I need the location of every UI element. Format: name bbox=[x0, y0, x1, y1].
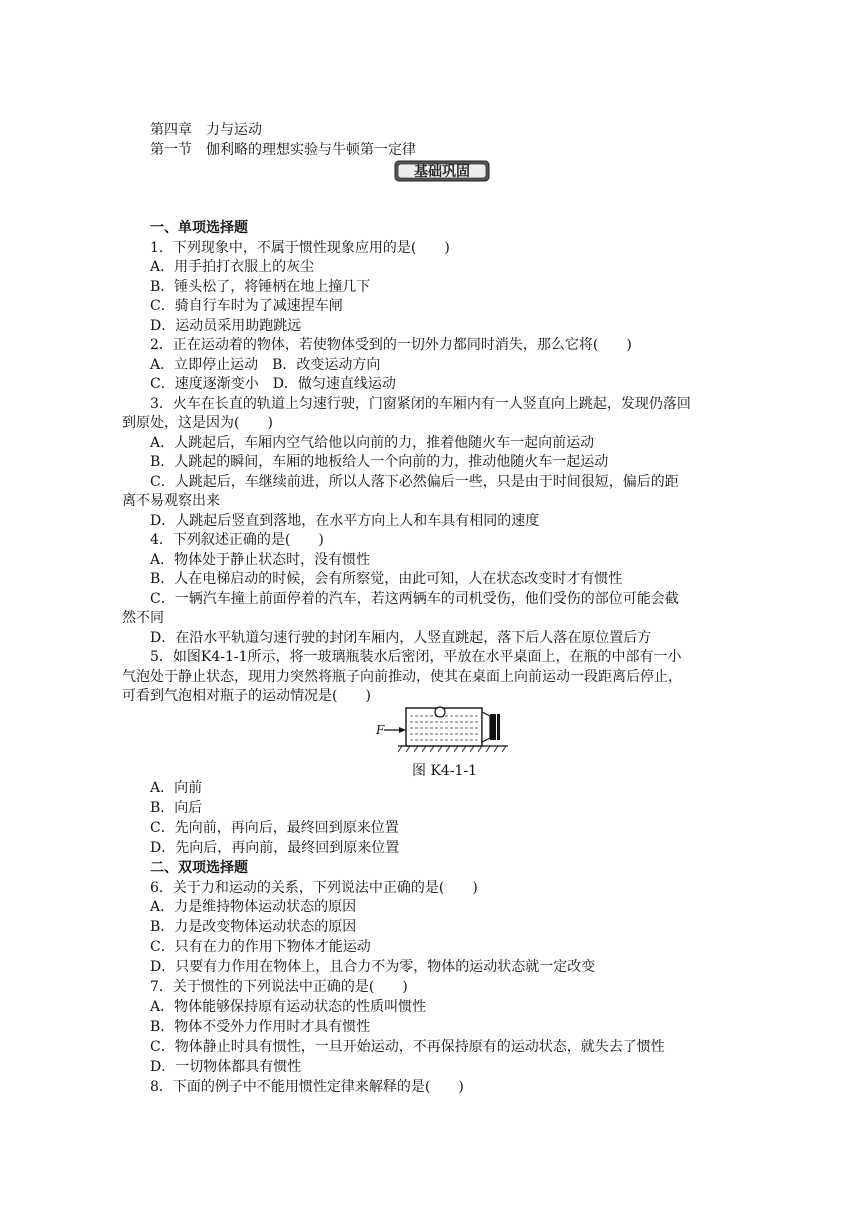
question-line: A．用手拍打衣服上的灰尘 bbox=[150, 259, 315, 275]
question-line: 离不易观察出来 bbox=[122, 493, 220, 509]
question-line: D．一切物体都具有惯性 bbox=[150, 1058, 302, 1075]
question-line: C．先向前，再向后，最终回到原来位置 bbox=[150, 819, 399, 836]
question-line: C．物体静止时具有惯性，一旦开始运动，不再保持原有的运动状态，就失去了惯性 bbox=[150, 1038, 665, 1055]
question-line: C．人跳起后，车继续前进，所以人落下必然偏后一些，只是由于时间很短，偏后的距 bbox=[150, 473, 679, 490]
question-line: A．力是维持物体运动状态的原因 bbox=[150, 899, 357, 916]
question-line: B．人跳起的瞬间，车厢的地板给人一个向前的力，推动他随火车一起运动 bbox=[150, 454, 609, 470]
question-line: 5．如图K4-1-1所示，将一玻璃瓶装水后密闭，平放在水平桌面上，在瓶的中部有一小 bbox=[150, 649, 682, 665]
question-line: B．锤头松了，将锤柄在地上撞几下 bbox=[150, 278, 371, 295]
question-line: 7．关于惯性的下列说法中正确的是( ) bbox=[150, 979, 408, 995]
question-line: 3．火车在长直的轨道上匀速行驶，门窗紧闭的车厢内有一人竖直向上跳起，发现仍落回 bbox=[150, 395, 691, 412]
chapter-title: 第四章 力与运动 bbox=[150, 122, 262, 138]
question-line: 2．正在运动着的物体，若使物体受到的一切外力都同时消失，那么它将( ) bbox=[150, 337, 632, 353]
question-line: A．物体处于静止状态时，没有惯性 bbox=[150, 551, 371, 568]
question-line: C．骑自行车时为了减速捏车闸 bbox=[150, 298, 343, 314]
question-line: B．人在电梯启动的时候，会有所察觉，由此可知，人在状态改变时才有惯性 bbox=[150, 571, 623, 587]
force-label: F bbox=[376, 723, 385, 737]
section-heading: 一、单项选择题 bbox=[150, 220, 248, 236]
question-line: 4．下列叙述正确的是( ) bbox=[150, 532, 324, 548]
question-line: D．先向后，再向前，最终回到原来位置 bbox=[150, 839, 400, 856]
question-line: C．只有在力的作用下物体才能运动 bbox=[150, 939, 371, 956]
section-title: 第一节 伽利略的理想实验与牛顿第一定律 bbox=[150, 142, 416, 158]
question-line: 1．下列现象中，不属于惯性现象应用的是( ) bbox=[150, 239, 450, 256]
question-line: B．力是改变物体运动状态的原因 bbox=[150, 919, 357, 936]
question-line: 到原处，这是因为( ) bbox=[122, 415, 273, 431]
question-line: 8．下面的例子中不能用惯性定律来解释的是( ) bbox=[150, 1078, 464, 1095]
figure-caption: 图 K4-1-1 bbox=[412, 763, 478, 779]
question-line: 6．关于力和运动的关系，下列说法中正确的是( ) bbox=[150, 879, 478, 896]
question-line: 可看到气泡相对瓶子的运动情况是( ) bbox=[122, 688, 371, 704]
question-line: D．在沿水平轨道匀速行驶的封闭车厢内，人竖直跳起，落下后人落在原位置后方 bbox=[150, 629, 652, 646]
badge-label: 基础巩固 bbox=[414, 164, 470, 180]
question-line: A．立即停止运动 B．改变运动方向 bbox=[150, 356, 381, 373]
figure-bottle-diagram bbox=[372, 700, 512, 760]
question-line: A．人跳起后，车厢内空气给他以向前的力，推着他随火车一起向前运动 bbox=[150, 434, 595, 451]
question-line: A．物体能够保持原有运动状态的性质叫惯性 bbox=[150, 998, 427, 1015]
question-line: C．一辆汽车撞上前面停着的汽车，若这两辆车的司机受伤，他们受伤的部位可能会截 bbox=[150, 590, 679, 607]
question-line: 气泡处于静止状态，现用力突然将瓶子向前推动，使其在桌面上向前运动一段距离后停止， bbox=[122, 668, 682, 685]
question-line: C．速度逐渐变小 D．做匀速直线运动 bbox=[150, 376, 396, 392]
question-line: D．运动员采用助跑跳远 bbox=[150, 317, 302, 334]
question-line: A．向前 bbox=[150, 780, 203, 796]
question-line: B．物体不受外力作用时才具有惯性 bbox=[150, 1018, 371, 1035]
section-badge bbox=[394, 160, 490, 182]
section-heading: 二、双项选择题 bbox=[150, 859, 248, 876]
question-line: D．人跳起后竖直到落地，在水平方向上人和车具有相同的速度 bbox=[150, 512, 540, 529]
question-line: B．向后 bbox=[150, 799, 203, 816]
question-line: D．只要有力作用在物体上，且合力不为零，物体的运动状态就一定改变 bbox=[150, 959, 596, 976]
question-line: 然不同 bbox=[122, 610, 164, 626]
